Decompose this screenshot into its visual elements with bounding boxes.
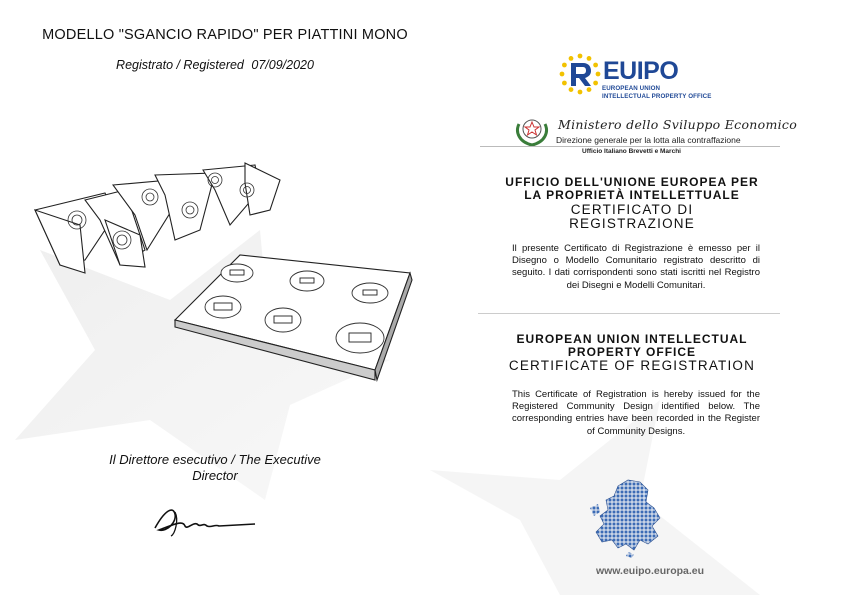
eu-star-logo	[558, 52, 602, 96]
design-title: MODELLO "SGANCIO RAPIDO" PER PIATTINI MONO	[42, 27, 408, 43]
euipo-wordmark	[603, 57, 678, 86]
registration-date: 07/09/2020	[251, 58, 314, 72]
website-url: www.euipo.europa.eu	[595, 565, 705, 577]
english-office-line2: PROPERTY OFFICE	[567, 345, 697, 359]
italian-cert-line1: CERTIFICATO DI	[570, 202, 694, 217]
italian-office-heading	[462, 176, 802, 202]
registration-line	[0, 58, 430, 72]
italian-office-line2: LA PROPRIETÀ INTELLETTUALE	[524, 188, 740, 202]
euipo-sub-line2: INTELLECTUAL PROPERTY OFFICE	[602, 92, 712, 100]
italian-body-text: Il presente Certificato di Registrazione è emesso per il Disegno o Modello Comunitario registrato descritto di seguito. I dati corrispondenti sono stati iscritti nel Registro dei Disegni e Modelli Comunitari.	[512, 243, 760, 291]
ministry-name: Ministero dello Sviluppo Economico	[558, 117, 798, 132]
english-body-text: This Certificate of Registration is hereby issued for the Registered Community Design identified below. The corresponding entries have been recorded in the Register of Community Designs.	[512, 389, 760, 437]
europe-map-icon	[588, 478, 670, 558]
euipo-ipo: IPO	[636, 57, 679, 85]
euipo-sub-line1: EUROPEAN UNION	[602, 85, 661, 92]
italian-republic-emblem	[513, 114, 551, 148]
section-divider	[478, 313, 780, 314]
italian-office-line1: UFFICIO DELL'UNIONE EUROPEA PER	[505, 175, 759, 189]
executive-director-title: Il Direttore esecutivo / The Executive Director	[109, 452, 321, 483]
signature	[145, 500, 265, 540]
euipo-eu: EU	[603, 57, 637, 85]
registered-label: Registrato / Registered	[116, 58, 244, 72]
english-office-heading	[462, 333, 802, 359]
english-certificate-heading: CERTIFICATE OF REGISTRATION	[508, 358, 756, 373]
ministry-divider	[480, 146, 780, 147]
italian-cert-line2: REGISTRAZIONE	[569, 216, 695, 231]
english-office-line1: EUROPEAN UNION INTELLECTUAL	[516, 332, 748, 346]
euipo-full-name	[602, 85, 711, 100]
ministry-office: Ufficio Italiano Brevetti e Marchi	[582, 148, 681, 155]
design-drawing	[25, 155, 425, 390]
ministry-department: Direzione generale per la lotta alla contraffazione	[556, 135, 741, 145]
italian-certificate-heading	[462, 203, 802, 231]
